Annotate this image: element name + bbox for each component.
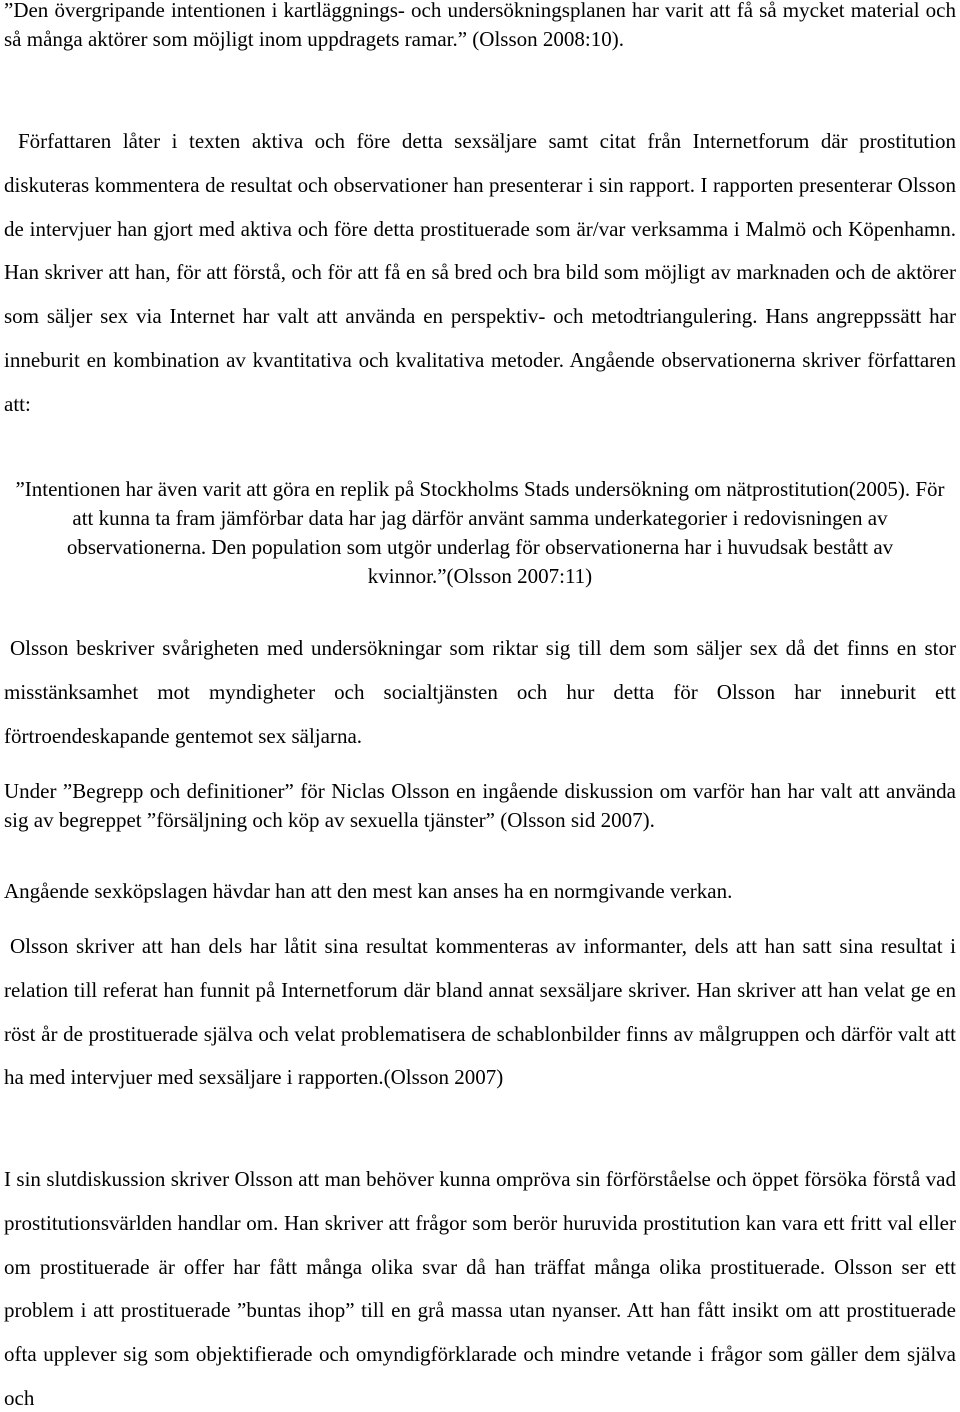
body-paragraph-definitions: Under ”Begrepp och definitioner” för Niclas Olsson en ingående diskussion om varför han har valt att använda sig av begreppet ”försäljning och köp av sexuella tjänster” (Olsson sid 2007).	[4, 779, 956, 832]
body-paragraph-sex-purchase-law: Angående sexköpslagen hävdar han att den mest kan anses ha en normgivande verkan.	[4, 879, 733, 903]
body-paragraph-mistrust: Olsson beskriver svårigheten med undersökningar som riktar sig till dem som säljer sex då det finns en stor misstänksamhet mot myndigheter och socialtjänsten och hur detta för Olsson har inneburit ett förtroendeskapande gentemot sex säljarna.	[4, 636, 956, 748]
block-quote-olsson-2007: ”Intentionen har även varit att göra en replik på Stockholms Stads undersökning om nätprostitution(2005). För att kunna ta fram jämförbar data har jag därför använt samma underkategorier i redovisningen av observationerna. Den population som utgör underlag för observationerna har i huvudsak bestått av kvinnor.”(Olsson 2007:11)	[15, 477, 945, 588]
quote-paragraph-olsson-2008: ”Den övergripande intentionen i kartläggnings- och undersökningsplanen har varit att få så mycket material och så många aktörer som möjligt inom uppdragets ramar.” (Olsson 2008:10).	[4, 0, 956, 51]
body-paragraph-informants: Olsson skriver att han dels har låtit sina resultat kommenteras av informanter, dels att han satt sina resultat i relation till referat han funnit på Internetforum där bland annat sexsäljare skriver. Han skriver att han velat ge en röst år de prostituerade själva och velat problematisera de schablonbilder finns av målgruppen och därför valt att ha med intervjuer med sexsäljare i rapporten.(Olsson 2007)	[4, 934, 956, 1090]
body-paragraph-final-discussion: I sin slutdiskussion skriver Olsson att man behöver kunna ompröva sin förförståelse och öppet försöka förstå vad prostitutionsvärlden handlar om. Han skriver att frågor som berör huruvida prostitution kan vara ett fritt val eller om prostituerade är offer har fått många olika svar då han träffat många olika prostituerade. Olsson ser ett problem i att prostituerade ”buntas ihop” till en grå massa utan nyanser. Att han fått insikt om att prostituerade ofta upplever sig som objektifierade och omyndigförklarade och mindre vetande i frågor som gäller dem själva och	[4, 1167, 956, 1410]
body-paragraph-method: Författaren låter i texten aktiva och före detta sexsäljare samt citat från Internetforum där prostitution diskuteras kommentera de resultat och observationer han presenterar i sin rapport. I rapporten presenterar Olsson de intervjuer han gjort med aktiva och före detta prostituerade som är/var verksamma i Malmö och Köpenhamn. Han skriver att han, för att förstå, och för att få en så bred och bra bild som möjligt av marknaden och de aktörer som säljer sex via Internet har valt att använda en perspektiv- och metodtriangulering. Hans angreppssätt har inneburit en kombination av kvantitativa och kvalitativa metoder. Angående observationerna skriver författaren att:	[4, 129, 956, 416]
